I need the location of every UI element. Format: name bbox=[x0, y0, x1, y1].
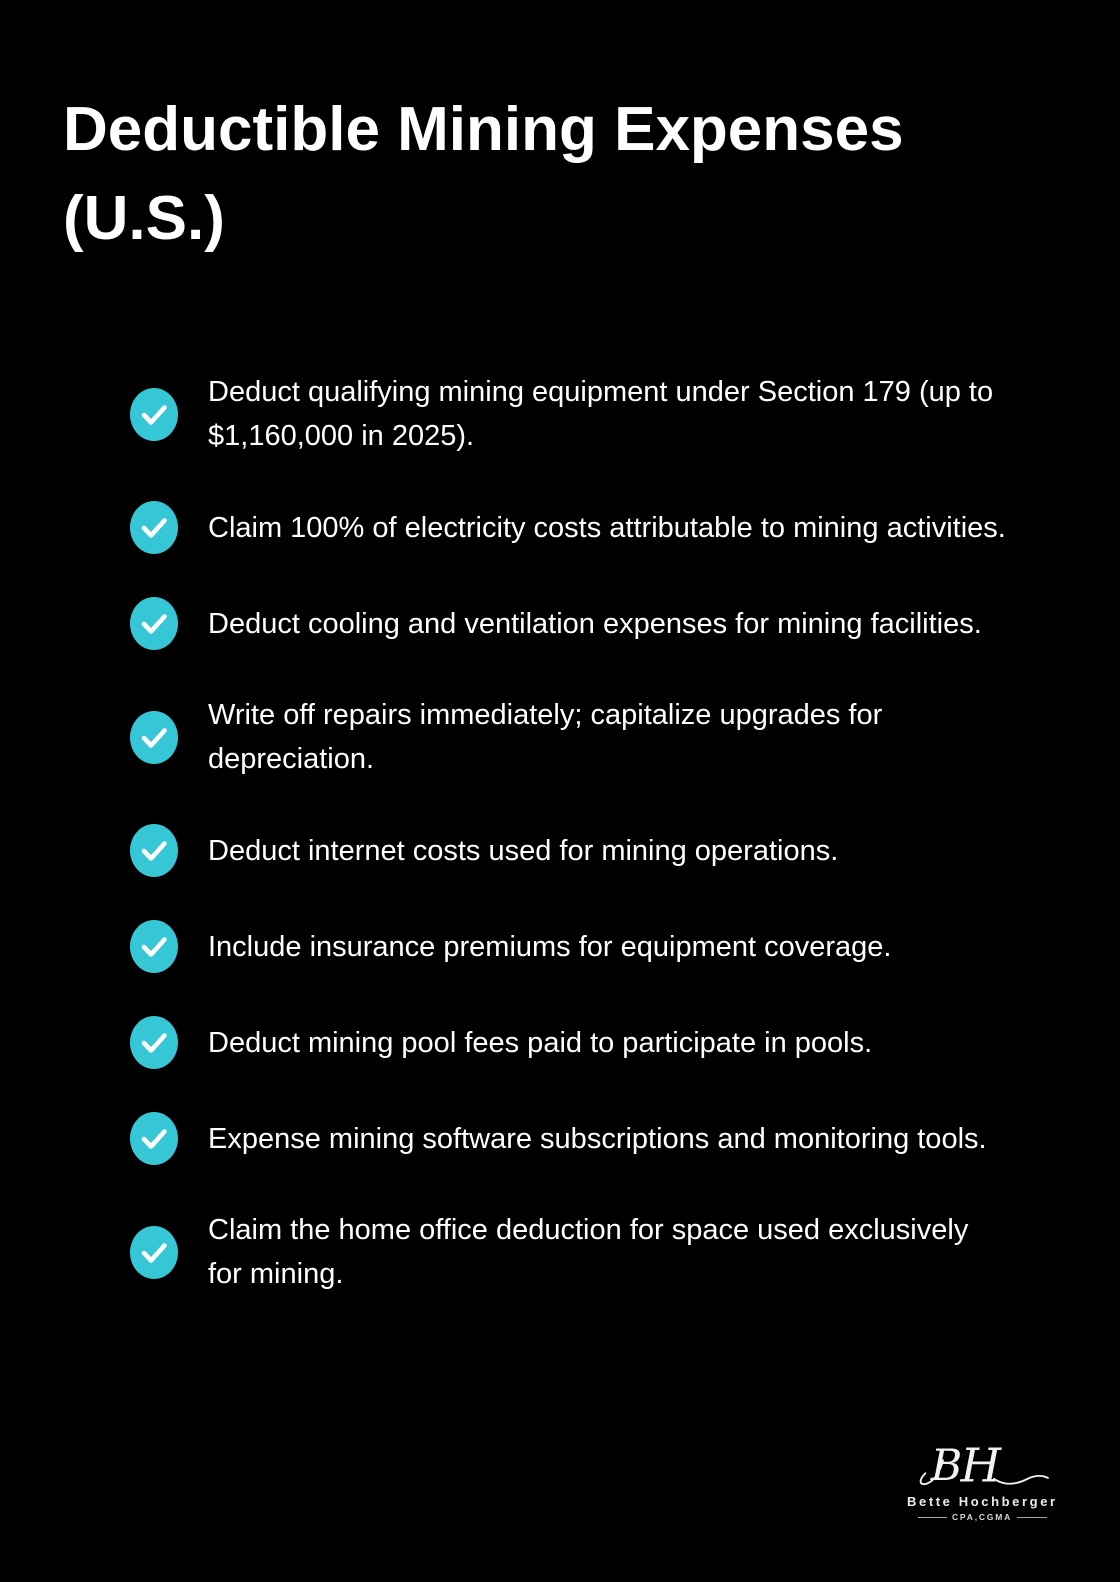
divider-line bbox=[1017, 1517, 1046, 1518]
svg-text:B: B bbox=[930, 1440, 963, 1490]
checklist-item bbox=[130, 920, 1008, 973]
brand-logo bbox=[907, 1438, 1057, 1522]
checklist-item bbox=[130, 501, 1008, 554]
brand-credentials: CPA,CGMA bbox=[951, 1512, 1013, 1522]
checklist-item bbox=[130, 597, 1008, 650]
checklist-item-text: Claim 100% of electricity costs attributable to mining activities. bbox=[208, 511, 1006, 544]
check-icon bbox=[130, 1016, 178, 1069]
checklist-item-text: Claim the home office deduction for space used exclusively for mining. bbox=[208, 1214, 969, 1290]
check-icon bbox=[130, 711, 178, 764]
checklist-item bbox=[130, 824, 1008, 877]
checklist-item bbox=[130, 693, 1008, 781]
checklist bbox=[130, 370, 1008, 1296]
checklist-item-text: Deduct cooling and ventilation expenses for mining facilities. bbox=[208, 607, 982, 640]
check-icon bbox=[130, 1112, 178, 1165]
page-title: Deductible Mining Expenses (U.S.) bbox=[63, 95, 904, 253]
checklist-item-text: Expense mining software subscriptions and monitoring tools. bbox=[208, 1122, 987, 1155]
checklist-item-text: Write off repairs immediately; capitalize upgrades for depreciation. bbox=[208, 699, 883, 775]
brand-name: Bette Hochberger bbox=[907, 1494, 1058, 1509]
brand-credentials-row bbox=[918, 1512, 1047, 1522]
checklist-item bbox=[130, 1016, 1008, 1069]
svg-text:H: H bbox=[960, 1438, 1002, 1490]
check-icon bbox=[130, 920, 178, 973]
checklist-item-text: Deduct internet costs used for mining operations. bbox=[208, 834, 839, 867]
check-icon bbox=[130, 1226, 178, 1279]
checklist-item bbox=[130, 1208, 1008, 1296]
check-icon bbox=[130, 388, 178, 441]
check-icon bbox=[130, 824, 178, 877]
checklist-item-text: Deduct mining pool fees paid to participate in pools. bbox=[208, 1026, 873, 1059]
checklist-item-text: Deduct qualifying mining equipment under Section 179 (up to $1,160,000 in 2025). bbox=[208, 376, 994, 452]
checklist-item bbox=[130, 1112, 1008, 1165]
checklist-item-text: Include insurance premiums for equipment coverage. bbox=[208, 930, 892, 963]
check-icon bbox=[130, 501, 178, 554]
signature-monogram-icon bbox=[912, 1438, 1052, 1490]
divider-line bbox=[918, 1517, 947, 1518]
checklist-item bbox=[130, 370, 1008, 458]
check-icon bbox=[130, 597, 178, 650]
